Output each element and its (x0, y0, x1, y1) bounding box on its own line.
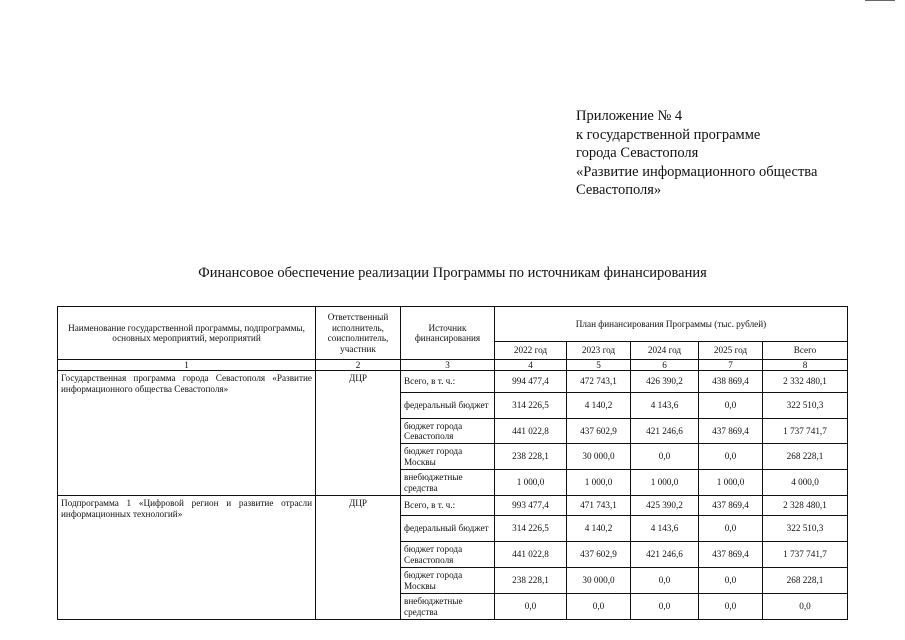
value-cell: 1 737 741,7 (763, 419, 848, 444)
value-cell: 0,0 (631, 568, 699, 594)
table-row (58, 371, 848, 393)
column-number: 5 (567, 360, 631, 371)
value-cell: 472 743,1 (567, 371, 631, 393)
value-cell: 0,0 (631, 444, 699, 470)
column-number: 7 (699, 360, 763, 371)
column-number: 1 (58, 360, 316, 371)
value-cell: 437 869,4 (699, 496, 763, 516)
value-cell: 2 328 480,1 (763, 496, 848, 516)
source-cell: бюджет города Севастополя (401, 542, 495, 568)
source-cell: бюджет города Севастополя (401, 419, 495, 444)
value-cell: 1 737 741,7 (763, 542, 848, 568)
header-year-2022: 2022 год (495, 342, 567, 360)
source-cell: Всего, в т. ч.: (401, 371, 495, 393)
source-cell: внебюджетные средства (401, 594, 495, 620)
appendix-line: к государственной программе (576, 126, 761, 143)
source-cell: бюджет города Москвы (401, 444, 495, 470)
column-number: 4 (495, 360, 567, 371)
header-name: Наименование государственной программы, подпрограммы, основных мероприятий, мероприятий (58, 307, 316, 360)
value-cell: 0,0 (699, 393, 763, 419)
value-cell: 0,0 (699, 516, 763, 542)
header-year-2023: 2023 год (567, 342, 631, 360)
corner-mark (865, 0, 895, 1)
value-cell: 4 000,0 (763, 470, 848, 496)
appendix-line: Приложение № 4 (576, 108, 683, 124)
value-cell: 1 000,0 (699, 470, 763, 496)
appendix-line: Севастополя» (576, 182, 662, 198)
appendix-header (576, 107, 886, 200)
table-row (58, 496, 848, 516)
source-cell: федеральный бюджет (401, 393, 495, 419)
program-name: Государственная программа города Севастополя «Развитие информационного общества Севастополя» (58, 371, 316, 496)
header-executor: Ответственный исполнитель, соисполнитель, участник (316, 307, 401, 360)
source-cell: федеральный бюджет (401, 516, 495, 542)
value-cell: 238 228,1 (495, 444, 567, 470)
value-cell: 2 332 480,1 (763, 371, 848, 393)
value-cell: 471 743,1 (567, 496, 631, 516)
value-cell: 268 228,1 (763, 568, 848, 594)
value-cell: 238 228,1 (495, 568, 567, 594)
column-number: 6 (631, 360, 699, 371)
header-year-2025: 2025 год (699, 342, 763, 360)
subprogram-name: Подпрограмма 1 «Цифровой регион и развитие отрасли информационных технологий» (58, 496, 316, 620)
value-cell: 437 869,4 (699, 542, 763, 568)
value-cell: 322 510,3 (763, 516, 848, 542)
executor-cell: ДЦР (316, 371, 401, 496)
value-cell: 1 000,0 (631, 470, 699, 496)
value-cell: 314 226,5 (495, 516, 567, 542)
value-cell: 1 000,0 (567, 470, 631, 496)
value-cell: 441 022,8 (495, 419, 567, 444)
value-cell: 0,0 (699, 444, 763, 470)
value-cell: 0,0 (567, 594, 631, 620)
value-cell: 437 869,4 (699, 419, 763, 444)
value-cell: 994 477,4 (495, 371, 567, 393)
value-cell: 4 143,6 (631, 393, 699, 419)
value-cell: 4 143,6 (631, 516, 699, 542)
value-cell: 268 228,1 (763, 444, 848, 470)
header-total: Всего (763, 342, 848, 360)
value-cell: 30 000,0 (567, 444, 631, 470)
appendix-line: «Развитие информационного общества (576, 163, 818, 180)
value-cell: 0,0 (699, 594, 763, 620)
value-cell: 30 000,0 (567, 568, 631, 594)
header-plan: План финансирования Программы (тыс. рублей) (495, 307, 848, 342)
value-cell: 0,0 (631, 594, 699, 620)
value-cell: 437 602,9 (567, 419, 631, 444)
value-cell: 4 140,2 (567, 393, 631, 419)
value-cell: 1 000,0 (495, 470, 567, 496)
value-cell: 4 140,2 (567, 516, 631, 542)
value-cell: 993 477,4 (495, 496, 567, 516)
value-cell: 426 390,2 (631, 371, 699, 393)
value-cell: 0,0 (763, 594, 848, 620)
column-number: 8 (763, 360, 848, 371)
value-cell: 421 246,6 (631, 419, 699, 444)
header-year-2024: 2024 год (631, 342, 699, 360)
value-cell: 441 022,8 (495, 542, 567, 568)
appendix-line: города Севастополя (576, 145, 699, 161)
source-cell: Всего, в т. ч.: (401, 496, 495, 516)
column-number: 3 (401, 360, 495, 371)
financing-table (57, 306, 848, 620)
executor-cell: ДЦР (316, 496, 401, 620)
value-cell: 314 226,5 (495, 393, 567, 419)
value-cell: 0,0 (699, 568, 763, 594)
source-cell: внебюджетные средства (401, 470, 495, 496)
header-source: Источник финансирования (401, 307, 495, 360)
value-cell: 421 246,6 (631, 542, 699, 568)
column-number-row (58, 360, 848, 371)
value-cell: 0,0 (495, 594, 567, 620)
column-number: 2 (316, 360, 401, 371)
source-cell: бюджет города Москвы (401, 568, 495, 594)
value-cell: 437 602,9 (567, 542, 631, 568)
document-title: Финансовое обеспечение реализации Программы по источникам финансирования (198, 265, 707, 281)
value-cell: 438 869,4 (699, 371, 763, 393)
value-cell: 425 390,2 (631, 496, 699, 516)
value-cell: 322 510,3 (763, 393, 848, 419)
